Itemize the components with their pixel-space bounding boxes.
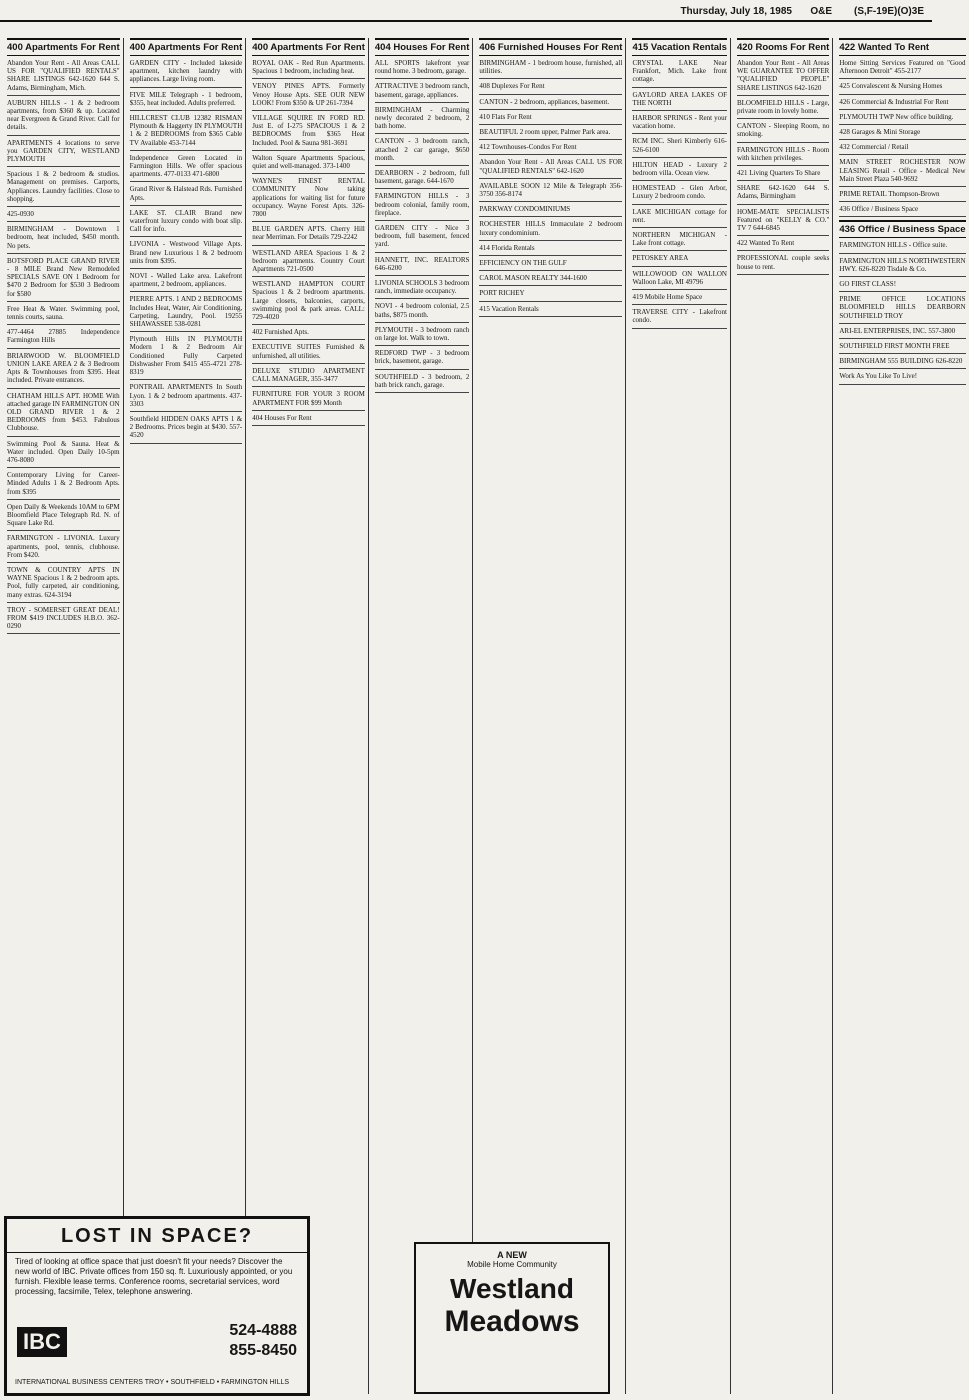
classified-listing: PORT RICHEY: [479, 289, 525, 298]
classified-listing: BIRMINGHAM - 1 bedroom house, furnished, all utilities.: [479, 59, 623, 76]
classified-listing: FARMINGTON HILLS - Office suite.: [839, 241, 948, 250]
ibc-logo: IBC: [17, 1327, 67, 1357]
listing-divider: [737, 235, 829, 236]
classified-listing: Open Daily & Weekends 10AM to 6PM Bloomfield Place Telegraph Rd. N. of Square Lake Rd.: [7, 502, 120, 528]
classified-listing: PIERRE APTS. 1 AND 2 BEDROOMS Includes Heat, Water, Air Conditioning, Carpeting, Laundry, Pool. 19255 SHIAWASSEE 538-0281: [129, 295, 243, 329]
classified-listing: NOVI - 4 bedroom colonial, 2.5 baths, $875 month.: [374, 302, 470, 319]
classified-listing: MAIN STREET ROCHESTER NOW LEASING Retail - Office - Medical New Main Street Plaza 540-9692: [839, 158, 966, 183]
listing-divider: [7, 436, 120, 437]
listing-divider: [479, 109, 622, 110]
classified-listing: PLYMOUTH TWP New office building.: [839, 112, 954, 121]
listing-divider: [839, 323, 965, 324]
listing-divider: [130, 87, 243, 88]
listing-divider: [7, 348, 120, 349]
listing-divider: [375, 252, 470, 253]
classified-listing: GO FIRST CLASS!: [839, 280, 897, 289]
listing-divider: [130, 205, 243, 206]
listing-divider: [839, 186, 965, 187]
classified-listing: PLYMOUTH - 3 bedroom ranch on large lot. Walk to town.: [374, 325, 470, 343]
ibc-phone-2: 855-8450: [229, 1342, 297, 1359]
listing-divider: [632, 133, 727, 134]
westland-meadows-ad: [414, 1242, 610, 1394]
classified-listing: LAKE ST. CLAIR Brand new waterfront luxury condo with boat slip. Call for info.: [129, 208, 243, 234]
westland-ad-line1: A NEW: [497, 1250, 527, 1260]
classified-listing: AVAILABLE SOON 12 Mile & Telegraph 356-3750 356-8174: [479, 181, 623, 199]
classified-listing: CANTON - 2 bedroom, appliances, basement.: [479, 97, 610, 106]
classified-listing: WILLOWOOD ON WALLON Walloon Lake, MI 49796: [632, 269, 727, 286]
listing-divider: [632, 266, 727, 267]
classified-listing: PRIME OFFICE LOCATIONS BLOOMFIELD HILLS DEARBORN SOUTHFIELD TROY: [839, 295, 966, 320]
listing-divider: [252, 339, 365, 340]
classified-listing: ROCHESTER HILLS Immaculate 2 bedroom luxury condominium.: [479, 220, 623, 237]
listing-divider: [375, 220, 470, 221]
listing-divider: [252, 150, 365, 151]
listing-divider: [7, 467, 120, 468]
listing-divider: [7, 324, 120, 325]
listing-divider: [375, 133, 470, 134]
listing-divider: [252, 363, 365, 364]
classified-listing: TOWN & COUNTRY APTS IN WAYNE Spacious 1 & 2 bedroom apts. Pool, fully carpeted, air conditioning, many extras. 624-3194: [7, 565, 120, 599]
classified-listing: SOUTHFIELD - 3 bedroom, 2 bath brick ranch, garage.: [374, 372, 470, 389]
listing-divider: [252, 78, 365, 79]
classified-listing: BIRMINGHAM - Downtown 1 bedroom, heat included, $450 month. No pets.: [7, 225, 120, 250]
listing-divider: [252, 110, 365, 111]
classified-listing: ROYAL OAK - Red Run Apartments. Spacious 1 bedroom, including heat.: [252, 59, 365, 76]
classified-listing: Spacious 1 & 2 bedroom & studios. Management on premises. Carports, Appliances. Laundry facilities. Close to shopping.: [7, 170, 120, 203]
classified-listing: HANNETT, INC. REALTORS 646-6200: [374, 255, 470, 272]
listing-divider: [632, 204, 727, 205]
classified-listing: HILLCREST CLUB 12382 RISMAN Plymouth & Haggerty IN PLYMOUTH 1 & 2 BEDROOMS from $365 Cable TV Available 453-7144: [129, 114, 243, 147]
classified-listing: PONTRAIL APARTMENTS In South Lyon. 1 & 2 bedroom apartments. 437-3303: [129, 383, 243, 408]
classified-listing: 428 Garages & Mini Storage: [839, 128, 921, 137]
listing-divider: [839, 353, 965, 354]
listing-divider: [839, 216, 965, 217]
listing-divider: [479, 216, 622, 217]
listing-divider: [737, 165, 829, 166]
listing-divider: [839, 78, 965, 79]
listing-divider: [479, 255, 622, 256]
classified-column: [836, 38, 968, 1394]
classified-listing: 477-4464 27885 Independence Farmington Hills: [7, 328, 120, 345]
listing-divider: [7, 602, 120, 603]
classified-listing: Independence Green Located in Farmington Hills. We offer spacious apartments. 477-0133 471-6800: [129, 153, 243, 179]
listing-divider: [839, 109, 965, 110]
listing-divider: [130, 110, 243, 111]
listing-divider: [479, 139, 622, 140]
classified-listing: CAROL MASON REALTY 344-1600: [479, 274, 587, 283]
section-heading: 436 Office / Business Space: [839, 220, 965, 238]
classified-listing: DELUXE STUDIO APARTMENT CALL MANAGER, 355-3477: [252, 366, 365, 384]
classified-listing: GAYLORD AREA LAKES OF THE NORTH: [632, 90, 727, 107]
listing-divider: [839, 124, 965, 125]
classified-listing: 436 Office / Business Space: [839, 205, 919, 214]
section-heading: 400 Apartments For Rent: [252, 38, 365, 56]
classified-listing: FARMINGTON HILLS - Room with kitchen privileges.: [736, 145, 830, 162]
classified-listing: EXECUTIVE SUITES Furnished & unfurnished, all utilities.: [252, 343, 365, 360]
classified-listing: 426 Commercial & Industrial For Rent: [839, 97, 949, 106]
listing-divider: [737, 250, 829, 251]
listing-divider: [130, 150, 243, 151]
listing-divider: [479, 124, 622, 125]
classified-listing: Work As You Like To Live!: [839, 372, 918, 381]
listing-divider: [130, 236, 243, 237]
listing-divider: [375, 345, 470, 346]
listing-divider: [7, 221, 120, 222]
ibc-phone-1: 524-4888: [229, 1322, 297, 1339]
classified-listing: LAKE MICHIGAN cottage for rent.: [632, 207, 727, 224]
listing-divider: [737, 180, 829, 181]
classified-listing: Walton Square Apartments Spacious, quiet and well-managed. 373-1400: [252, 153, 365, 171]
classified-listing: 404 Houses For Rent: [252, 413, 312, 422]
classified-listing: Grand River & Halstead Rds. Furnished Apts.: [129, 185, 243, 202]
classified-column: [734, 38, 833, 1394]
page-code: (S,F-19E)(O)3E: [853, 6, 924, 17]
listing-divider: [737, 274, 829, 275]
publication-name: O&E: [810, 6, 832, 17]
listing-divider: [7, 166, 120, 167]
classified-listing: 415 Vacation Rentals: [479, 304, 539, 313]
listing-divider: [479, 154, 622, 155]
listing-divider: [375, 188, 470, 189]
classified-listing: NOVI - Walled Lake area. Lakefront apartment, 2 bedroom, appliances.: [129, 272, 243, 289]
classified-listing: WESTLAND HAMPTON COURT Spacious 1 & 2 bedroom apartments. Large closets, balconies, carports, swimming pool & park areas. CALL: 729-4020: [252, 280, 365, 322]
classified-listing: TRAVERSE CITY - Lakefront condo.: [632, 308, 727, 325]
classified-listing: BRIARWOOD W. BLOOMFIELD UNION LAKE AREA 2 & 3 Bedroom Apts & Townhouses from $395. Heat included. Private entrances.: [7, 351, 120, 385]
listing-divider: [375, 165, 470, 166]
classified-column: [372, 38, 474, 1394]
classified-listing: WAYNE'S FINEST RENTAL COMMUNITY Now taking applications for waiting list for future occupancy. Wayne Forest Apts. 326-7800: [252, 177, 365, 219]
listing-divider: [632, 87, 727, 88]
listing-divider: [632, 250, 727, 251]
classified-listing: 425-0930: [7, 210, 34, 219]
classified-listing: AUBURN HILLS - 1 & 2 bedroom apartments, from $360 & up. Located near Evergreen & Grand River. Call for details.: [7, 98, 120, 132]
classified-listing: 412 Townhouses-Condos For Rent: [479, 143, 577, 152]
ibc-ad-title: LOST IN SPACE?: [7, 1219, 307, 1253]
classified-listing: Free Heat & Water. Swimming pool, tennis courts, sauna.: [7, 304, 120, 322]
listing-divider: [839, 276, 965, 277]
listing-divider: [7, 253, 120, 254]
classified-listing: BLUE GARDEN APTS. Cherry Hill near Merriman. For Details 729-2242: [252, 225, 365, 242]
classified-listing: HARBOR SPRINGS - Rent your vacation home.: [632, 114, 727, 131]
classified-listing: FARMINGTON HILLS - 3 bedroom colonial, family room, fireplace.: [374, 192, 470, 217]
classified-listing: CANTON - 3 bedroom ranch, attached 2 car garage, $650 month.: [374, 137, 470, 162]
section-heading: 404 Houses For Rent: [375, 38, 470, 56]
section-heading: 400 Apartments For Rent: [130, 38, 243, 56]
listing-divider: [375, 78, 470, 79]
listing-divider: [130, 181, 243, 182]
listing-divider: [252, 410, 365, 411]
listing-divider: [375, 322, 470, 323]
classified-listing: GARDEN CITY - Nice 3 bedroom, full basement, fenced yard.: [374, 224, 470, 249]
classified-listing: FARMINGTON - LIVONIA. Luxury apartments, pool, tennis, clubhouse. From $420.: [7, 534, 120, 559]
classified-listing: 414 Florida Rentals: [479, 243, 535, 252]
listing-divider: [130, 331, 243, 332]
page-header: [0, 0, 932, 22]
classified-column: [127, 38, 247, 1394]
listing-divider: [252, 173, 365, 174]
classified-listing: Abandon Your Rent - All Areas WE GUARANTEE TO OFFER "QUALIFIED PEOPLE" SHARE LISTINGS 642-1620: [736, 59, 830, 92]
listing-divider: [839, 368, 965, 369]
listing-divider: [130, 443, 243, 444]
ibc-phones: [229, 1321, 297, 1361]
classified-listing: SHARE 642-1620 644 S. Adams, Birmingham: [736, 184, 830, 201]
section-heading: 415 Vacation Rentals: [632, 38, 727, 56]
classified-listing: NORTHERN MICHIGAN - Lake front cottage.: [632, 231, 727, 248]
listing-divider: [252, 425, 365, 426]
classified-columns: [4, 38, 966, 1394]
issue-date: Thursday, July 18, 1985: [680, 6, 792, 17]
listing-divider: [839, 338, 965, 339]
listing-divider: [479, 94, 622, 95]
classified-listing: Abandon Your Rent - All Areas CALL US FOR "QUALIFIED RENTALS" 642-1620: [479, 158, 623, 175]
listing-divider: [252, 221, 365, 222]
classified-listing: DEARBORN - 2 bedroom, full basement, garage. 644-1670: [374, 169, 470, 186]
ibc-ad-footer: INTERNATIONAL BUSINESS CENTERS TROY • SOUTHFIELD • FARMINGTON HILLS: [15, 1379, 290, 1386]
classified-column: [249, 38, 369, 1394]
classified-listing: REDFORD TWP - 3 bedroom brick, basement, garage.: [374, 349, 470, 366]
listing-divider: [252, 324, 365, 325]
section-heading: 406 Furnished Houses For Rent: [479, 38, 622, 56]
ibc-ad-text: Tired of looking at office space that just doesn't fit your needs? Discover the new world of IBC. Private offices from 150 sq. ft. Luxuriously appointed, or you furnish. Flexible lease terms. Conference rooms, secretarial services, word processing, facsimile, Telex, telephone answering.: [15, 1257, 293, 1296]
listing-divider: [839, 154, 965, 155]
listing-divider: [632, 180, 727, 181]
listing-divider: [839, 201, 965, 202]
section-heading: 422 Wanted To Rent: [839, 38, 965, 56]
classified-column: [4, 38, 124, 1394]
classified-listing: 422 Wanted To Rent: [736, 239, 795, 248]
ibc-office-ad: [4, 1216, 310, 1396]
listing-divider: [839, 291, 965, 292]
listing-divider: [479, 270, 622, 271]
listing-divider: [7, 530, 120, 531]
section-heading: 420 Rooms For Rent: [737, 38, 829, 56]
listing-divider: [839, 253, 965, 254]
classified-listing: 408 Duplexes For Rent: [479, 82, 545, 91]
classified-listing: 410 Flats For Rent: [479, 112, 532, 121]
listing-divider: [375, 102, 470, 103]
westland-ad-name2: Meadows: [444, 1305, 580, 1338]
classified-listing: BOTSFORD PLACE GRAND RIVER - 8 MILE Brand New Remodeled SPECIALS SAVE ON 1 Bedroom for $470 2 Bedroom for $530 3 Bedroom for $580: [7, 256, 120, 298]
listing-divider: [737, 204, 829, 205]
listing-divider: [7, 95, 120, 96]
classified-listing: 419 Mobile Home Space: [632, 293, 703, 302]
classified-listing: VENOY PINES APTS. Formerly Venoy House Apts. SEE OUR NEW LOOK! From $350 & UP 261-7394: [252, 82, 365, 107]
listing-divider: [737, 142, 829, 143]
classified-listing: HILTON HEAD - Luxury 2 bedroom villa. Ocean view.: [632, 160, 727, 178]
listing-divider: [375, 392, 470, 393]
listing-divider: [7, 206, 120, 207]
listing-divider: [130, 291, 243, 292]
listing-divider: [632, 157, 727, 158]
classified-listing: 425 Convalescent & Nursing Homes: [839, 82, 943, 91]
classified-listing: 421 Living Quarters To Share: [736, 169, 821, 178]
listing-divider: [130, 268, 243, 269]
listing-divider: [632, 328, 727, 329]
classified-listing: BEAUTIFUL 2 room upper, Palmer Park area.: [479, 128, 611, 137]
classified-listing: BIRMINGHAM - Charming newly decorated 2 bedroom, 2 bath home.: [374, 105, 470, 131]
classified-listing: FARMINGTON HILLS NORTHWESTERN HWY. 626-8220 Tisdale & Co.: [839, 256, 966, 273]
listing-divider: [839, 94, 965, 95]
listing-divider: [737, 95, 829, 96]
listing-divider: [632, 289, 727, 290]
listing-divider: [839, 384, 965, 385]
listing-divider: [130, 379, 243, 380]
classified-listing: Abandon Your Rent - All Areas CALL US FOR "QUALIFIED RENTALS" SHARE LISTINGS 642-1620 644 S. Adams, Birmingham, Mich.: [7, 59, 120, 92]
classified-listing: CRYSTAL LAKE Near Frankfort, Mich. Lake front cottage.: [632, 59, 727, 84]
classified-listing: ATTRACTIVE 3 bedroom ranch, basement, garage, appliances.: [374, 82, 470, 99]
classified-listing: Southfield HIDDEN OAKS APTS 1 & 2 Bedrooms. Prices begin at $430. 557-4520: [129, 414, 243, 440]
listing-divider: [7, 633, 120, 634]
classified-listing: VILLAGE SQUIRE IN FORD RD. Just E. of I-275 SPACIOUS 1 & 2 BEDROOMS from $365 Heat Included. Pool & Sauna 981-3691: [252, 114, 365, 147]
classified-listing: Swimming Pool & Sauna. Heat & Water included. Open Daily 10-5pm 476-8080: [7, 439, 120, 464]
listing-divider: [375, 298, 470, 299]
classified-listing: SOUTHFIELD FIRST MONTH FREE: [839, 342, 950, 351]
listing-divider: [252, 245, 365, 246]
section-heading: 400 Apartments For Rent: [7, 38, 120, 56]
classified-listing: WESTLAND AREA Spacious 1 & 2 bedroom apartments. Country Court Apartments 721-0500: [252, 248, 365, 274]
classified-listing: LIVONIA - Westwood Village Apts. Brand new Luxurious 1 & 2 bedroom units from $395.: [129, 240, 243, 265]
classified-listing: FIVE MILE Telegraph - 1 bedroom, $355, heat included. Adults preferred.: [129, 90, 243, 107]
classified-listing: TROY - SOMERSET GREAT DEAL! FROM $419 INCLUDES H.B.O. 362-0290: [7, 605, 120, 631]
classified-listing: BIRMINGHAM 555 BUILDING 626-8220: [839, 357, 963, 366]
classified-listing: EFFICIENCY ON THE GULF: [479, 259, 567, 268]
classified-listing: CANTON - Sleeping Room, no smoking.: [736, 122, 830, 139]
listing-divider: [252, 386, 365, 387]
listing-divider: [632, 110, 727, 111]
classified-listing: FURNITURE FOR YOUR 3 ROOM APARTMENT FOR $99 Month: [252, 390, 365, 407]
listing-divider: [7, 301, 120, 302]
classified-listing: APARTMENTS 4 locations to serve you GARDEN CITY, WESTLAND PLYMOUTH: [7, 138, 120, 164]
listing-divider: [375, 275, 470, 276]
listing-divider: [632, 227, 727, 228]
classified-listing: LIVONIA SCHOOLS 3 bedroom ranch, immediate occupancy.: [374, 279, 470, 296]
listing-divider: [479, 301, 622, 302]
classified-listing: 402 Furnished Apts.: [252, 328, 309, 337]
listing-divider: [7, 562, 120, 563]
listing-divider: [479, 240, 622, 241]
classified-listing: ALL SPORTS lakefront year round home. 3 bedroom, garage.: [374, 59, 470, 76]
listing-divider: [7, 499, 120, 500]
classified-listing: Home Sitting Services Featured on "Good Afternoon Detroit" 455-2177: [839, 59, 966, 76]
classified-listing: HOME-MATE SPECIALISTS Featured on "KELLY & CO." TV 7 644-6845: [736, 207, 830, 233]
classified-listing: 432 Commercial / Retail: [839, 143, 909, 152]
classified-listing: HOMESTEAD - Glen Arbor, Luxury 2 bedroom condo.: [632, 184, 727, 201]
listing-divider: [479, 78, 622, 79]
listing-divider: [839, 139, 965, 140]
listing-divider: [479, 201, 622, 202]
classified-column: [629, 38, 731, 1394]
classified-listing: PETOSKEY AREA: [632, 254, 689, 263]
classified-listing: BLOOMFIELD HILLS - Large, private room in lovely home.: [736, 98, 830, 116]
classified-listing: PROFESSIONAL couple seeks house to rent.: [736, 254, 830, 271]
listing-divider: [479, 178, 622, 179]
westland-ad-name1: Westland: [450, 1273, 574, 1304]
classified-listing: CHATHAM HILLS APT. HOME With attached garage IN FARMINGTON ON OLD GRAND RIVER 1 & 2 BEDROOMS from $453. Fabulous Clubhouse.: [7, 391, 120, 433]
classified-column: [476, 38, 626, 1394]
classified-listing: GARDEN CITY - Included lakeside apartment, kitchen laundry with appliances. Large living room.: [129, 59, 243, 84]
listing-divider: [252, 276, 365, 277]
listing-divider: [7, 388, 120, 389]
classified-listing: ARI-EL ENTERPRISES, INC. 557-3800: [839, 326, 956, 335]
classified-listing: Contemporary Living for Career-Minded Adults 1 & 2 Bedroom Apts. from $395: [7, 471, 120, 496]
classified-listing: Plymouth Hills IN PLYMOUTH Modern 1 & 2 Bedroom Air Conditioned Fully Carpeted Dishwasher From $415 455-4721 278-8319: [129, 335, 243, 377]
listing-divider: [130, 411, 243, 412]
listing-divider: [375, 369, 470, 370]
listing-divider: [479, 285, 622, 286]
listing-divider: [632, 304, 727, 305]
classified-listing: PARKWAY CONDOMINIUMS: [479, 205, 571, 214]
westland-ad-line2: Mobile Home Community: [467, 1260, 557, 1269]
listing-divider: [7, 135, 120, 136]
listing-divider: [737, 118, 829, 119]
classified-listing: RCM INC. Sheri Kimberly 616-526-6100: [632, 137, 727, 154]
listing-divider: [479, 316, 622, 317]
classified-listing: PRIME RETAIL Thompson-Brown: [839, 190, 940, 199]
